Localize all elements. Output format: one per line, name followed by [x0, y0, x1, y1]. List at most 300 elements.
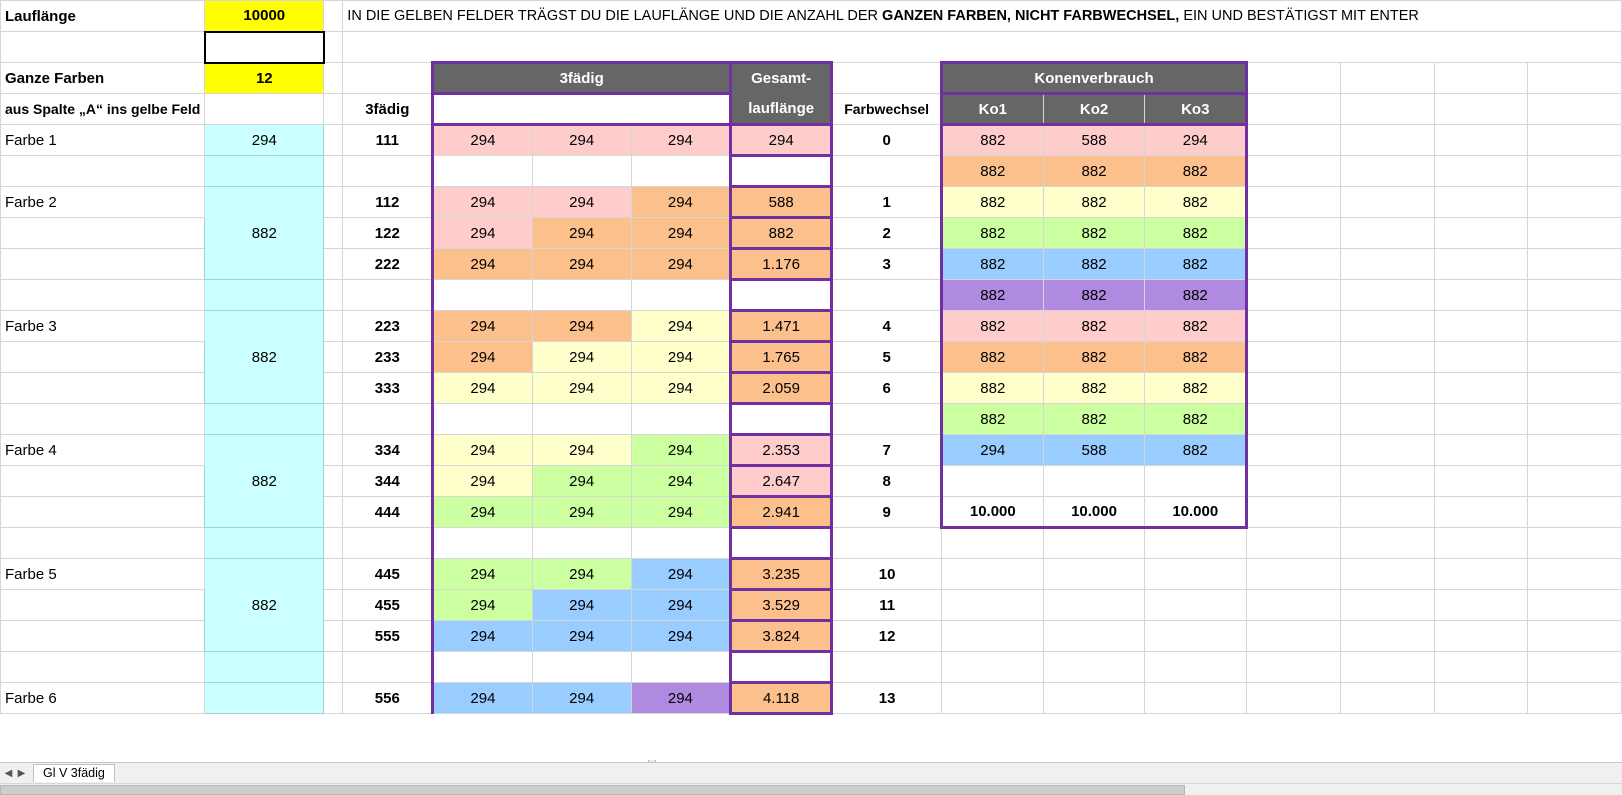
cell-empty[interactable]	[324, 590, 343, 621]
cell-empty[interactable]	[941, 590, 1043, 621]
cell-empty[interactable]	[1528, 249, 1622, 280]
cell-empty[interactable]	[1434, 590, 1528, 621]
konen-cell: 882	[941, 373, 1043, 404]
instruction-note	[343, 1, 1622, 32]
konen-cell: 882	[941, 280, 1043, 311]
konen-cell: 882	[1043, 373, 1145, 404]
header-3faedig-col: 3fädig	[343, 94, 433, 125]
gesamtlauflaenge-cell: 2.647	[731, 466, 832, 497]
konen-cell: 882	[1145, 435, 1247, 466]
cell-empty[interactable]	[1528, 528, 1622, 559]
konen-cell: 882	[1145, 156, 1247, 187]
kombination-code	[343, 280, 433, 311]
header-3faedig-group: 3fädig	[433, 63, 731, 94]
cell-empty[interactable]	[1528, 187, 1622, 218]
thread-cell: 294	[532, 187, 631, 218]
header-farbwechsel: Farbwechsel	[832, 94, 942, 125]
cell-empty[interactable]	[1340, 528, 1434, 559]
cell-empty	[1, 218, 205, 249]
cell-empty[interactable]	[1340, 652, 1434, 683]
active-cell-selection[interactable]	[205, 32, 324, 63]
farbwechsel-cell: 6	[832, 373, 942, 404]
table-row[interactable]	[1, 683, 1622, 714]
cell-empty[interactable]	[1434, 280, 1528, 311]
thread-cell: 294	[532, 311, 631, 342]
ganze-farben-label: Ganze Farben	[1, 63, 205, 94]
cell-empty[interactable]	[1434, 342, 1528, 373]
farbwechsel-cell	[832, 280, 942, 311]
konen-cell: 882	[1145, 187, 1247, 218]
thread-cell	[532, 652, 631, 683]
cell-empty[interactable]	[1434, 311, 1528, 342]
cell-empty[interactable]	[1340, 497, 1434, 528]
cell-empty[interactable]	[1340, 373, 1434, 404]
farbe-value[interactable]: 882	[205, 559, 324, 652]
farbwechsel-cell: 13	[832, 683, 942, 714]
header-ko3: Ko3	[1145, 94, 1247, 125]
header-konenverbrauch: Konenverbrauch	[941, 63, 1246, 94]
cell-empty[interactable]	[1528, 342, 1622, 373]
gesamtlauflaenge-cell	[731, 652, 832, 683]
farbwechsel-cell: 11	[832, 590, 942, 621]
cell-empty	[1, 373, 205, 404]
gesamtlauflaenge-cell: 3.235	[731, 559, 832, 590]
thread-cell: 294	[532, 466, 631, 497]
cell-empty[interactable]	[324, 32, 343, 63]
kombination-code: 222	[343, 249, 433, 280]
konen-cell: 882	[1043, 311, 1145, 342]
cell-empty[interactable]	[1434, 404, 1528, 435]
farbe-label: Farbe 5	[1, 559, 205, 590]
cell-empty[interactable]	[1528, 280, 1622, 311]
cell-empty[interactable]	[1340, 404, 1434, 435]
thread-cell: 294	[433, 621, 532, 652]
cell-empty[interactable]	[1528, 218, 1622, 249]
cell-empty[interactable]	[1247, 63, 1341, 94]
gesamtlauflaenge-cell: 3.529	[731, 590, 832, 621]
cell-empty[interactable]	[941, 683, 1043, 714]
lauflaenge-label: Lauflänge	[1, 1, 205, 32]
farbe-value[interactable]	[205, 683, 324, 714]
table-row[interactable]	[1, 435, 1622, 466]
farbwechsel-cell	[832, 652, 942, 683]
kombination-code: 112	[343, 187, 433, 218]
konen-cell: 882	[1145, 404, 1247, 435]
cell-empty[interactable]	[324, 249, 343, 280]
cell-empty[interactable]	[1340, 466, 1434, 497]
konen-cell: 882	[1145, 311, 1247, 342]
cell-empty[interactable]	[205, 156, 324, 187]
cell-empty[interactable]	[1145, 683, 1247, 714]
thread-cell	[433, 652, 532, 683]
cell-empty[interactable]	[1247, 466, 1341, 497]
cell-empty[interactable]	[1340, 342, 1434, 373]
konen-cell: 294	[1145, 125, 1247, 156]
cell-empty[interactable]	[324, 528, 343, 559]
cell-empty[interactable]	[1043, 590, 1145, 621]
thread-cell: 294	[433, 125, 532, 156]
header-ko2: Ko2	[1043, 94, 1145, 125]
note-bold: GANZEN FARBEN, NICHT FARBWECHSEL,	[882, 8, 1180, 24]
cell-empty[interactable]	[941, 621, 1043, 652]
kombination-code: 122	[343, 218, 433, 249]
cell-empty[interactable]	[941, 652, 1043, 683]
cell-empty[interactable]	[1247, 683, 1341, 714]
kombination-code	[343, 156, 433, 187]
farbe-label: Farbe 2	[1, 187, 205, 218]
kombination-code: 223	[343, 311, 433, 342]
thread-cell: 294	[631, 218, 730, 249]
cell-empty[interactable]	[1145, 528, 1247, 559]
cell-empty[interactable]	[1247, 311, 1341, 342]
konen-cell	[1145, 466, 1247, 497]
cell-empty[interactable]	[1043, 528, 1145, 559]
cell-empty[interactable]	[1528, 435, 1622, 466]
thread-cell: 294	[433, 590, 532, 621]
thread-cell: 294	[631, 497, 730, 528]
cell-empty[interactable]	[1340, 187, 1434, 218]
thread-cell: 294	[532, 373, 631, 404]
thread-cell	[433, 280, 532, 311]
farbe-label: Farbe 6	[1, 683, 205, 714]
cell-empty[interactable]	[324, 1, 343, 32]
cell-empty[interactable]	[1434, 497, 1528, 528]
header-gesamt-line1: Gesamt-	[731, 63, 832, 94]
thread-cell: 294	[433, 187, 532, 218]
cell-empty[interactable]	[1434, 63, 1528, 94]
gesamtlauflaenge-cell: 1.176	[731, 249, 832, 280]
cell-empty[interactable]	[1340, 249, 1434, 280]
table-row[interactable]	[1, 125, 1622, 156]
table-row[interactable]	[1, 156, 1622, 187]
farbwechsel-cell: 5	[832, 342, 942, 373]
thread-cell: 294	[631, 311, 730, 342]
cell-empty[interactable]	[1043, 621, 1145, 652]
cell-empty[interactable]	[1434, 187, 1528, 218]
konen-cell: 882	[941, 342, 1043, 373]
cell-empty[interactable]	[343, 63, 433, 94]
cell-empty[interactable]	[1145, 590, 1247, 621]
farbwechsel-cell: 7	[832, 435, 942, 466]
cell-empty[interactable]	[1145, 652, 1247, 683]
cell-empty[interactable]	[324, 683, 343, 714]
gesamtlauflaenge-cell: 2.059	[731, 373, 832, 404]
cell-empty[interactable]	[324, 280, 343, 311]
cell-empty[interactable]	[1, 32, 205, 63]
thread-cell: 294	[433, 249, 532, 280]
nav-next-icon[interactable]: ▶	[17, 767, 26, 779]
cell-empty[interactable]	[324, 342, 343, 373]
cell-empty[interactable]	[1340, 94, 1434, 125]
thread-cell	[532, 280, 631, 311]
cell-empty[interactable]	[324, 373, 343, 404]
gesamtlauflaenge-cell: 1.471	[731, 311, 832, 342]
konen-cell: 882	[1043, 280, 1145, 311]
cell-empty[interactable]	[1247, 249, 1341, 280]
cell-empty[interactable]	[1247, 528, 1341, 559]
cell-empty	[1, 156, 205, 187]
thread-cell: 294	[433, 435, 532, 466]
konen-cell: 882	[1043, 249, 1145, 280]
kombination-code: 555	[343, 621, 433, 652]
thread-cell	[532, 156, 631, 187]
lauflaenge-input[interactable]: 10000	[205, 1, 324, 32]
cell-empty[interactable]	[1247, 342, 1341, 373]
thread-cell	[532, 404, 631, 435]
row-subheaders	[1, 94, 1622, 125]
cell-empty[interactable]	[1528, 404, 1622, 435]
farbe-label: Farbe 1	[1, 125, 205, 156]
cell-empty[interactable]	[1434, 621, 1528, 652]
cell-empty[interactable]	[1247, 404, 1341, 435]
cell-empty[interactable]	[205, 404, 324, 435]
kombination-code: 344	[343, 466, 433, 497]
konen-cell: 882	[941, 125, 1043, 156]
cell-empty[interactable]	[1434, 466, 1528, 497]
cell-empty[interactable]	[1247, 652, 1341, 683]
row-lauflaenge	[1, 1, 1622, 32]
thread-cell: 294	[631, 373, 730, 404]
ganze-farben-input[interactable]: 12	[205, 63, 324, 94]
kombination-code	[343, 652, 433, 683]
cell-empty[interactable]	[1340, 63, 1434, 94]
cell-empty[interactable]	[1247, 218, 1341, 249]
farbwechsel-cell: 10	[832, 559, 942, 590]
cell-empty[interactable]	[1145, 621, 1247, 652]
konen-cell: 882	[1145, 280, 1247, 311]
farbwechsel-cell	[832, 156, 942, 187]
cell-empty[interactable]	[1528, 559, 1622, 590]
thread-cell: 294	[631, 683, 730, 714]
farbwechsel-cell	[832, 404, 942, 435]
cell-empty[interactable]	[324, 156, 343, 187]
farbe-label: Farbe 3	[1, 311, 205, 342]
thread-cell	[631, 280, 730, 311]
cell-empty[interactable]	[1340, 559, 1434, 590]
cell-empty[interactable]	[1528, 621, 1622, 652]
farbwechsel-cell: 3	[832, 249, 942, 280]
cell-empty[interactable]	[1434, 249, 1528, 280]
cell-empty[interactable]	[941, 528, 1043, 559]
cell-empty[interactable]	[324, 311, 343, 342]
cell-empty[interactable]	[1340, 621, 1434, 652]
farbe-value[interactable]: 882	[205, 435, 324, 528]
horizontal-scrollbar[interactable]	[0, 783, 1622, 795]
sheet-tab-active[interactable]: Gl V 3fädig	[33, 764, 115, 782]
konen-cell: 882	[941, 404, 1043, 435]
thread-cell: 294	[532, 621, 631, 652]
gesamtlauflaenge-cell: 2.353	[731, 435, 832, 466]
cell-empty[interactable]	[324, 187, 343, 218]
cell-empty[interactable]	[1340, 280, 1434, 311]
cell-empty[interactable]	[832, 63, 942, 94]
cell-empty[interactable]	[1528, 466, 1622, 497]
table-row[interactable]	[1, 528, 1622, 559]
cell-empty[interactable]	[1340, 218, 1434, 249]
cell-empty[interactable]	[941, 559, 1043, 590]
cell-empty[interactable]	[1247, 373, 1341, 404]
data-rows-body[interactable]	[1, 125, 1622, 714]
thread-cell	[433, 404, 532, 435]
thread-cell: 294	[631, 621, 730, 652]
thread-cell	[631, 156, 730, 187]
thread-cell: 294	[532, 218, 631, 249]
thread-cell: 294	[532, 249, 631, 280]
cell-empty[interactable]	[1528, 497, 1622, 528]
cell-empty[interactable]	[324, 559, 343, 590]
row-ganze-farben	[1, 63, 1622, 94]
farbe-value[interactable]: 882	[205, 311, 324, 404]
konen-cell: 882	[1145, 249, 1247, 280]
kombination-code: 333	[343, 373, 433, 404]
konen-cell: 882	[1043, 218, 1145, 249]
konen-total-cell: 10.000	[941, 497, 1043, 528]
cell-empty[interactable]	[1247, 559, 1341, 590]
cell-empty[interactable]	[1247, 280, 1341, 311]
cell-empty[interactable]	[324, 652, 343, 683]
cell-empty[interactable]	[1247, 94, 1341, 125]
cell-empty[interactable]	[1434, 218, 1528, 249]
cell-empty[interactable]	[1340, 683, 1434, 714]
header-ko1: Ko1	[941, 94, 1043, 125]
table-row[interactable]	[1, 311, 1622, 342]
kombination-code: 233	[343, 342, 433, 373]
gesamtlauflaenge-cell	[731, 156, 832, 187]
thread-cell: 294	[532, 342, 631, 373]
gesamtlauflaenge-cell: 4.118	[731, 683, 832, 714]
cell-empty[interactable]	[205, 652, 324, 683]
cell-empty[interactable]	[1043, 652, 1145, 683]
konen-cell: 882	[1043, 187, 1145, 218]
cell-empty[interactable]	[1247, 497, 1341, 528]
cell-empty	[1, 590, 205, 621]
cell-empty[interactable]	[205, 280, 324, 311]
konen-cell: 882	[1145, 373, 1247, 404]
thread-cell: 294	[631, 435, 730, 466]
gesamtlauflaenge-cell: 882	[731, 218, 832, 249]
cell-empty[interactable]	[205, 94, 324, 125]
farbe-value[interactable]: 882	[205, 187, 324, 280]
farbwechsel-cell: 0	[832, 125, 942, 156]
table-row[interactable]	[1, 404, 1622, 435]
cell-empty[interactable]	[1528, 590, 1622, 621]
thread-cell: 294	[631, 342, 730, 373]
konen-cell: 882	[941, 187, 1043, 218]
header-gesamt-line2: lauflänge	[731, 94, 832, 125]
cell-empty[interactable]	[1043, 559, 1145, 590]
cell-empty[interactable]	[1434, 528, 1528, 559]
cell-empty[interactable]	[1434, 559, 1528, 590]
cell-empty[interactable]	[324, 63, 343, 94]
thread-cell: 294	[433, 466, 532, 497]
cell-empty[interactable]	[1340, 156, 1434, 187]
table-row[interactable]	[1, 187, 1622, 218]
cell-empty[interactable]	[1340, 590, 1434, 621]
thread-cell: 294	[631, 466, 730, 497]
thread-cell: 294	[532, 125, 631, 156]
cell-empty[interactable]	[205, 528, 324, 559]
cell-empty[interactable]	[1528, 652, 1622, 683]
cell-empty[interactable]	[1528, 125, 1622, 156]
cell-empty[interactable]	[324, 466, 343, 497]
cell-empty[interactable]	[1247, 125, 1341, 156]
cell-empty[interactable]	[1247, 590, 1341, 621]
gesamtlauflaenge-cell	[731, 280, 832, 311]
table-row[interactable]	[1, 280, 1622, 311]
konen-cell: 882	[1145, 218, 1247, 249]
gesamtlauflaenge-cell: 294	[731, 125, 832, 156]
thread-cell	[433, 528, 532, 559]
cell-empty[interactable]	[1434, 373, 1528, 404]
cell-empty[interactable]	[1434, 683, 1528, 714]
cell-empty[interactable]	[324, 435, 343, 466]
thread-cell: 294	[433, 559, 532, 590]
konen-cell: 882	[941, 156, 1043, 187]
cell-empty[interactable]	[1528, 311, 1622, 342]
farbe-value[interactable]: 294	[205, 125, 324, 156]
cell-empty[interactable]	[324, 621, 343, 652]
konen-cell	[941, 466, 1043, 497]
farbwechsel-cell: 4	[832, 311, 942, 342]
cell-empty[interactable]	[343, 32, 1622, 63]
nav-first-icon[interactable]: ◀	[4, 767, 13, 779]
cell-empty[interactable]	[433, 94, 731, 125]
cell-empty[interactable]	[1528, 683, 1622, 714]
kombination-code: 556	[343, 683, 433, 714]
cell-empty[interactable]	[1434, 125, 1528, 156]
table-row[interactable]	[1, 652, 1622, 683]
row-selection	[1, 32, 1622, 63]
cell-empty[interactable]	[1247, 621, 1341, 652]
cell-empty[interactable]	[1528, 156, 1622, 187]
table-row[interactable]	[1, 559, 1622, 590]
thread-cell: 294	[631, 125, 730, 156]
cell-empty[interactable]	[1247, 156, 1341, 187]
cell-empty[interactable]	[324, 94, 343, 125]
cell-empty[interactable]	[1528, 373, 1622, 404]
cell-empty[interactable]	[1434, 156, 1528, 187]
cell-empty[interactable]	[1340, 125, 1434, 156]
thread-cell: 294	[532, 435, 631, 466]
thread-cell	[532, 528, 631, 559]
horizontal-scroll-thumb[interactable]	[0, 785, 1185, 795]
farbwechsel-cell: 2	[832, 218, 942, 249]
cell-empty[interactable]	[1247, 435, 1341, 466]
cell-empty[interactable]	[1528, 94, 1622, 125]
cell-empty	[1, 249, 205, 280]
cell-empty[interactable]	[1340, 311, 1434, 342]
cell-empty[interactable]	[324, 497, 343, 528]
kombination-code: 111	[343, 125, 433, 156]
cell-empty[interactable]	[1434, 652, 1528, 683]
cell-empty[interactable]	[1434, 435, 1528, 466]
kombination-code: 445	[343, 559, 433, 590]
cell-empty[interactable]	[324, 404, 343, 435]
cell-empty[interactable]	[1528, 63, 1622, 94]
cell-empty	[1, 497, 205, 528]
thread-cell: 294	[631, 559, 730, 590]
cell-empty[interactable]	[324, 218, 343, 249]
cell-empty[interactable]	[1247, 187, 1341, 218]
cell-empty[interactable]	[1434, 94, 1528, 125]
cell-empty[interactable]	[1043, 683, 1145, 714]
sheet-nav-buttons[interactable]	[0, 768, 30, 779]
cell-empty[interactable]	[1145, 559, 1247, 590]
cell-empty[interactable]	[1340, 435, 1434, 466]
cell-empty[interactable]	[324, 125, 343, 156]
sheet-tab-bar[interactable]	[0, 762, 1622, 783]
konen-cell: 882	[941, 249, 1043, 280]
